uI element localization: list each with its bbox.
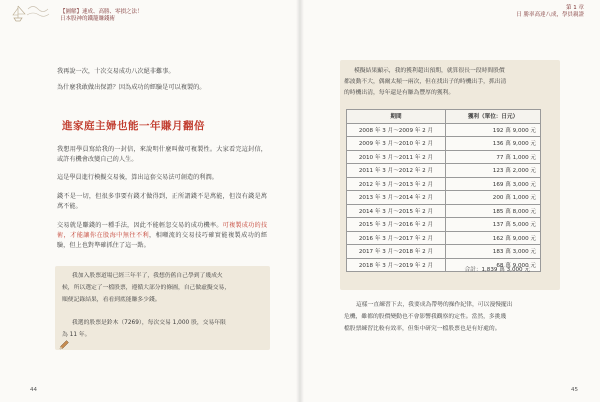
profit-cell: 77 萬 1,000 元	[446, 150, 541, 164]
profit-table	[346, 109, 541, 272]
table-row	[347, 177, 541, 191]
paragraph: 我想用學員寫給我的一封信，來說明什麼叫做可複製性。大家看完這封信，或許有機會改變自己的人生。	[57, 146, 267, 163]
closing-line: 危機，雖都的股價變動也不會影響我觀察的定性。當然，多挑幾	[344, 314, 507, 320]
closing-line: 這樣一直練習下去，我要成為帶勢的操作紀律，可以漫慢擺出	[356, 302, 513, 308]
period-cell: 2013 年 3 月～2014 年 2 月	[347, 191, 446, 205]
period-cell: 2017 年 3 月～2018 年 2 月	[347, 245, 446, 259]
table-row	[347, 191, 541, 205]
highlight-text: 可複製成功的技術，才能讓你在股海中無往不利	[57, 222, 268, 239]
column-header-period: 期間	[347, 110, 446, 124]
paragraph: 為什麼我敢做出保證？因為成功的經驗是可以複製的。	[57, 84, 206, 91]
note-line: 我選的股票是鈴木（7269），每次交易 1,000 股，交易年限	[72, 320, 226, 326]
profit-cell: 192 萬 9,000 元	[446, 123, 541, 137]
profit-cell: 169 萬 3,000 元	[446, 177, 541, 191]
profit-cell: 68 萬 9,000 元	[446, 258, 541, 272]
profit-cell: 123 萬 2,000 元	[446, 164, 541, 178]
crown-ship-logo	[8, 2, 50, 24]
result-box	[340, 60, 560, 290]
note-line: 候，所以選定了一檔股票，遵循大部分的條圖，自己做虛擬交易，	[62, 285, 231, 291]
period-cell: 2015 年 3 月～2016 年 2 月	[347, 218, 446, 232]
table-total: 合計：1,839 萬 3,000 元	[464, 267, 530, 273]
profit-cell: 136 萬 9,000 元	[446, 137, 541, 151]
header-chapter: 第 1 章	[566, 5, 584, 11]
table-header-row	[347, 110, 541, 124]
period-cell: 2008 年 3 月～2009 年 2 月	[347, 123, 446, 137]
intro-line: 模擬結果顯示，我的獲利超出預期，就算很長一段時間股價	[354, 68, 505, 74]
note-line: 我加入股票道場已經三年半了，我想仍舊自己學到了幾成火	[72, 273, 223, 279]
period-cell: 2014 年 3 月～2015 年 2 月	[347, 204, 446, 218]
pencil-icon	[57, 338, 71, 352]
period-cell: 2012 年 3 月～2013 年 2 月	[347, 177, 446, 191]
table-row	[347, 204, 541, 218]
period-cell: 2018 年 3 月～2019 年 2 月	[347, 258, 446, 272]
table-row	[347, 150, 541, 164]
header-book-subtitle: 日本股神的鐵籠賺錢術	[60, 16, 116, 22]
header-chapter-subtitle: 日 勝率高達八成，學員親證	[516, 12, 584, 18]
paragraph-post: ，相噸流的交易技巧確實能複製成功的經驗，但上也對準確抓住了這一點。	[57, 232, 268, 249]
intro-line: 都波動不大，偶爾太頻一兩次，但在找出子的時機出手，抓出清	[344, 79, 507, 85]
note-line: 為 11 年。	[62, 332, 91, 338]
page-number-right: 45	[571, 387, 578, 393]
paragraph: 錢不是一切，但很多事要有錢才做得到，正所謂錢不是萬能，但沒有錢是萬萬不能。	[57, 193, 267, 210]
table-row	[347, 164, 541, 178]
table-row	[347, 231, 541, 245]
period-cell: 2010 年 3 月～2011 年 2 月	[347, 150, 446, 164]
profit-cell: 183 萬 3,000 元	[446, 245, 541, 259]
closing-line: 檔股票練習比較有效率，但集中研究一檔股票也是有好處的。	[344, 326, 501, 332]
profit-cell: 137 萬 5,000 元	[446, 218, 541, 232]
table-row	[347, 245, 541, 259]
profit-cell: 200 萬 1,000 元	[446, 191, 541, 205]
profit-cell: 185 萬 8,000 元	[446, 204, 541, 218]
table-row	[347, 218, 541, 232]
paragraph: 這是學員進行模擬交易後，算出這套交易法可創造的利潤。	[57, 174, 218, 181]
period-cell: 2009 年 3 月～2010 年 2 月	[347, 137, 446, 151]
column-header-profit: 獲利（單位：日元）	[446, 110, 541, 124]
table-row	[347, 123, 541, 137]
intro-line: 的時機出清，每年還是有賺為豐厚的獲利。	[344, 90, 455, 96]
paragraph-highlight	[57, 221, 267, 251]
page-number-left: 44	[30, 387, 37, 393]
paragraph: 我再說一次，十次交易成功八次絕非難事。	[57, 68, 175, 75]
period-cell: 2011 年 3 月～2012 年 2 月	[347, 164, 446, 178]
note-line: 順便記錄結果，看看到底能賺多少錢。	[62, 297, 161, 303]
header-book-title: 【圖解】速成、高勝、零損之法！	[60, 9, 143, 15]
paragraph-pre: 交易就是賺錢的一種手法，因此不能輕忽交易的成功機率。	[57, 222, 223, 229]
table-row	[347, 137, 541, 151]
section-heading: 進家庭主婦也能一年賺月翻倍	[62, 120, 205, 132]
profit-cell: 162 萬 9,000 元	[446, 231, 541, 245]
period-cell: 2016 年 3 月～2017 年 2 月	[347, 231, 446, 245]
